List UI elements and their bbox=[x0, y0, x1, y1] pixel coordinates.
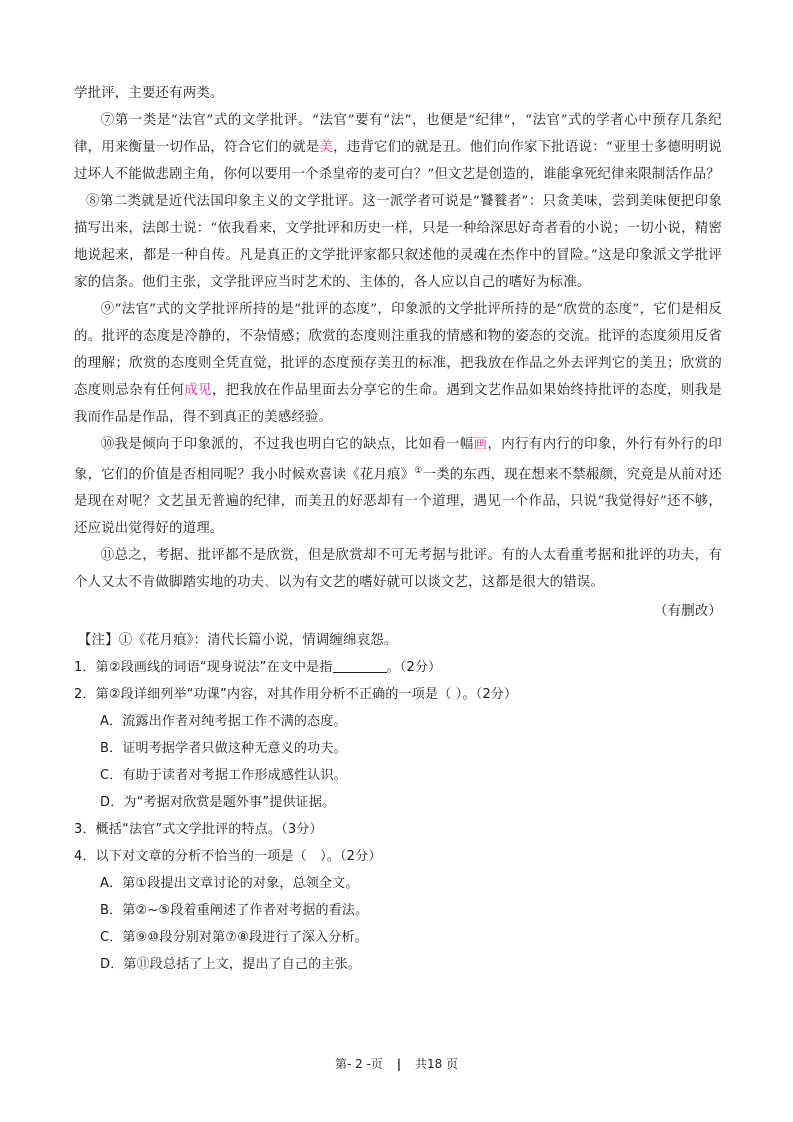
paragraph-7: ⑦第一类是“法官”式的文学批评。“法官”要有“法”，也便是“纪律”，“法官”式的学者心中预存几条纪律，用来衡量一切作品，符合它们的就是美，违背它们的就是丑。他们向作家下批语说：“亚里士多德明明说过坏人不能做悲剧主角，你何以要用一个杀皇帝的麦可白？”但文艺是创造的，谁能拿死纪律来限制活作品？ bbox=[74, 113, 722, 182]
page-number: 第- 2 -页 bbox=[334, 1057, 383, 1071]
question-2-option-c: C．有助于读者对考据工作形成感性认识。 bbox=[100, 768, 347, 784]
highlighted-word: 画 bbox=[473, 437, 488, 452]
question-2: 2．第②段详细列举“功课”内容，对其作用分析不正确的一项是（ ）。（2分） bbox=[74, 687, 518, 703]
question-4: 4．以下对文章的分析不恰当的一项是（ ）。（2分） bbox=[74, 849, 382, 865]
question-1: 1．第②段画线的词语“现身说法”在文中是指 。（2分） bbox=[74, 654, 722, 681]
question-2-option-b: B．证明考据学者只做这种无意义的功夫。 bbox=[100, 741, 347, 757]
highlighted-punctuation: 、 bbox=[264, 575, 278, 591]
question-4-option-d: D．第⑪段总括了上文，提出了自己的主张。 bbox=[100, 957, 362, 973]
paragraph-11: ⑪总之，考据、批评都不是欣赏，但是欣赏却不可无考据与批评。有的人太看重考据和批评的功夫，有个人又太不肯做脚踏实地的功夫、以为有文艺的嗜好就可以谈文艺，这都是很大的错误。 bbox=[74, 548, 722, 591]
page-total: 共18 页 bbox=[414, 1057, 459, 1071]
footnote-marker: ① bbox=[414, 466, 423, 476]
document-body bbox=[74, 80, 722, 978]
question-4-option-c: C．第⑨⑩段分别对第⑦⑧段进行了深入分析。 bbox=[100, 930, 368, 946]
answer-blank[interactable] bbox=[333, 657, 387, 673]
question-4-option-b: B．第②~⑤段着重阐述了作者对考据的看法。 bbox=[100, 903, 369, 919]
paragraph-8: ⑧第二类就是近代法国印象主义的文学批评。这一派学者可说是“饕餮者”：只贪美味，尝到美味便把印象描写出来，法郎士说：“依我看来，文学批评和历史一样，只是一种给深思好奇者看的小说；一切小说，精密地说起来，都是一种自传。凡是真正的文学批评家都只叙述他的灵魂在杰作中的冒险。”这是印象派文学批评家的信条。他们主张，文学批评应当时艺术的、主体的，各人应以自己的嗜好为标准。 bbox=[74, 194, 722, 290]
question-3: 3．概括“法官”式文学批评的特点。（3分） bbox=[74, 822, 323, 838]
page-footer bbox=[0, 1055, 793, 1072]
highlighted-word: 美 bbox=[319, 140, 334, 155]
question-2-option-d: D．为“考据对欣赏是题外事”提供证据。 bbox=[100, 795, 336, 811]
question-4-option-a: A．第①段提出文章讨论的对象，总领全文。 bbox=[100, 876, 359, 892]
source-note: （有删改） bbox=[654, 604, 722, 620]
paragraph-10: ⑩我是倾向于印象派的，不过我也明白它的缺点，比如看一幅画，内行有内行的印象，外行有外行的印象，它们的价值是否相同呢？我小时候欢喜读《花月痕》①一类的东西，现在想来不禁赧颜，究竟是从前对还是现在对呢？文艺虽无普遍的纪律，而美丑的好恶却有一个道理，遇见一个作品，只说“我觉得好”还不够，还应说出觉得好的道理。 bbox=[74, 437, 722, 537]
question-2-option-a: A．流露出作者对纯考据工作不满的态度。 bbox=[100, 714, 347, 730]
footer-separator: | bbox=[396, 1057, 402, 1071]
footnote: 【注】①《花月痕》：清代长篇小说，情调缠绵哀怨。 bbox=[78, 633, 398, 649]
highlighted-word: 成见 bbox=[184, 383, 212, 398]
paragraph-9: ⑨“法官”式的文学批评所持的是“批评的态度”，印象派的文学批评所持的是“欣赏的态度”，它们是相反的。批评的态度是冷静的，不杂情感；欣赏的态度则注重我的情感和物的姿态的交流。批评的态度须用反省的理解；欣赏的态度则全凭直觉，批评的态度预存美丑的标准，把我放在作品之外去评判它的美丑；欣赏的态度则忌杂有任何成见，把我放在作品里面去分享它的生命。遇到文艺作品如果始终持批评的态度，则我是我而作品是作品，得不到真正的美感经验。 bbox=[74, 302, 722, 425]
paragraph-top: 学批评，主要还有两类。 bbox=[74, 86, 224, 101]
